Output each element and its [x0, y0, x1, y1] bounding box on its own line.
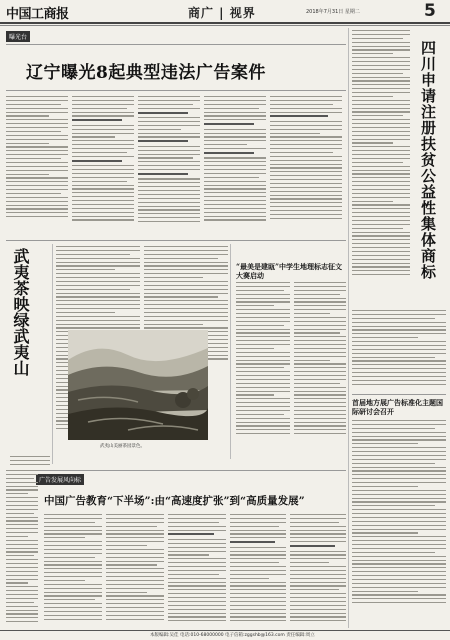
forum-top-rule: [352, 394, 446, 395]
dateline: 2018年7月31日 星期二: [306, 9, 360, 15]
section-title: 商广 | 视界: [188, 6, 256, 20]
exposure-col-5: [270, 96, 342, 236]
wuyi-col-4: [144, 370, 228, 450]
exposure-col-3: [138, 96, 200, 236]
wuyi-headline: 武夷茶映绿武夷山: [11, 248, 30, 376]
exposure-col-4: [204, 96, 266, 236]
forum-headline: 首届地方展广告标准化主题国际研讨会召开: [352, 398, 443, 416]
exposure-bottom-rule: [6, 90, 346, 91]
teaching-side-col: [6, 470, 38, 630]
teaching-headline: 中国广告教育“下半场”:由“高速度扩张”到“高质量发展”: [44, 495, 305, 507]
masthead: 中国工商报: [6, 7, 69, 22]
wuyi-photo-caption: 武夷山美丽茶园景色。: [100, 444, 145, 449]
footer-rule: [0, 630, 450, 631]
sichuan-col-2: [352, 310, 446, 390]
right-column-rule: [348, 28, 349, 628]
slogan-headline: “最美是建瓯”中学生地理标志征文大赛启动: [236, 262, 343, 280]
teaching-col-4: [230, 514, 286, 626]
exposure-top-rule: [6, 44, 346, 45]
teaching-col-1: [44, 514, 102, 626]
teaching-tag: 广告发展风向标: [36, 474, 84, 485]
slogan-col-1: [236, 282, 290, 452]
header-rule-thin: [0, 25, 450, 26]
header-rule: [0, 22, 450, 24]
slogan-rule: [230, 244, 231, 459]
teaching-col-2: [106, 514, 164, 626]
teaching-col-3: [168, 514, 226, 626]
exposure-end-rule: [6, 240, 346, 241]
exposure-tag: 曝光台: [6, 31, 30, 42]
teaching-col-5: [290, 514, 346, 626]
sichuan-headline: 四川申请注册扶贫公益性集体商标: [419, 40, 437, 280]
exposure-headline: 辽宁曝光8起典型违法广告案件: [26, 63, 266, 83]
wuyi-rule: [52, 244, 53, 464]
teaching-top-rule: [6, 470, 346, 471]
exposure-col-1: [6, 96, 68, 236]
page-number: 5: [424, 1, 436, 21]
exposure-col-2: [72, 96, 134, 236]
slogan-col-2: [294, 282, 346, 452]
footer-text: 本版编辑:吴佳 电话:010-68000000 电子信箱:zggshb@163.com 责任编辑:周立: [150, 633, 315, 638]
forum-body: [352, 420, 446, 620]
